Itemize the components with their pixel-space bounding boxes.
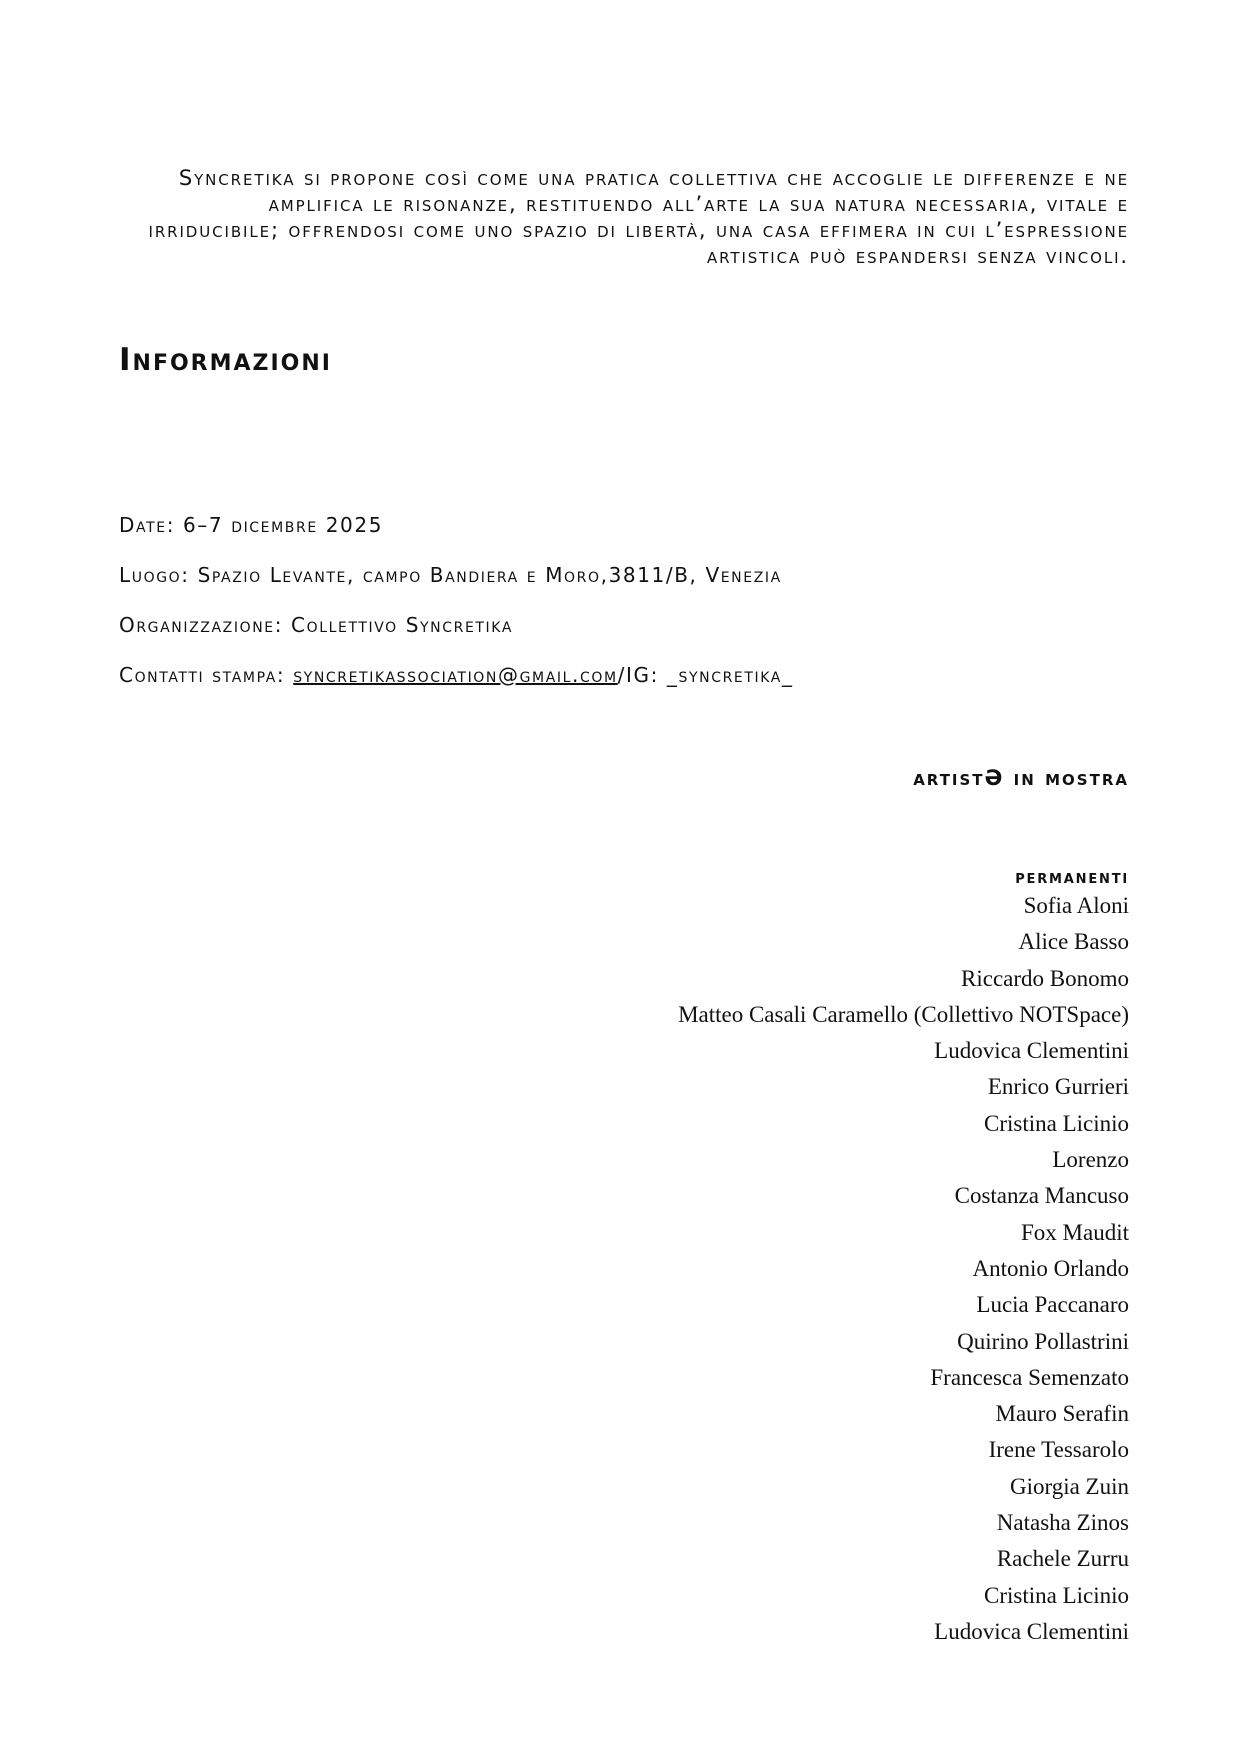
artist-name: Sofia Aloni bbox=[1023, 893, 1129, 918]
artist-name: Costanza Mancuso bbox=[954, 1183, 1129, 1209]
artist-name: Cristina Licinio bbox=[983, 1582, 1129, 1608]
artists-heading: artistƏ in mostra bbox=[913, 766, 1129, 790]
artist-name: Ludovica Clementini bbox=[934, 1618, 1129, 1644]
info-press-contacts bbox=[119, 663, 794, 687]
artist-name: Mauro Serafin bbox=[995, 1401, 1129, 1427]
info-location: Luogo: Spazio Levante, campo Bandiera e Moro,3811/B, Venezia bbox=[119, 563, 782, 587]
artist-name: Cristina Licinio bbox=[983, 1110, 1129, 1136]
intro-paragraph: Syncretika si propone così come una pratica collettiva che accoglie le differenze e ne amplifica le risonanze, restituendo all’arte la sua natura necessaria, vitale e irriducibile; offrendosi come uno spazio di libertà, una casa effimera in cui l’espressione artistica può espandersi senza vincoli. bbox=[148, 166, 1129, 268]
press-contacts-label: Contatti stampa: bbox=[119, 663, 294, 687]
artist-name: Lorenzo bbox=[1052, 1147, 1129, 1173]
permanent-artists-heading: permanenti bbox=[1015, 866, 1129, 888]
info-organization: Organizzazione: Collettivo Syncretika bbox=[119, 613, 513, 637]
artist-list bbox=[429, 888, 1129, 1650]
artist-name: Antonio Orlando bbox=[972, 1255, 1129, 1281]
artist-name: Quirino Pollastrini bbox=[957, 1328, 1129, 1354]
artist-name: Irene Tessarolo bbox=[988, 1437, 1129, 1463]
artist-name: Fox Maudit bbox=[1021, 1219, 1129, 1245]
artist-name: Enrico Gurrieri bbox=[987, 1074, 1129, 1100]
artist-name: Lucia Paccanaro bbox=[976, 1292, 1129, 1318]
artist-name: Natasha Zinos bbox=[996, 1510, 1129, 1536]
artist-name: Alice Basso bbox=[1018, 929, 1129, 955]
artist-name: Rachele Zurru bbox=[996, 1546, 1129, 1572]
artist-name: Francesca Semenzato bbox=[930, 1364, 1129, 1390]
press-email-link[interactable]: syncretikassociation@gmail.com bbox=[293, 663, 618, 687]
section-title: Informazioni bbox=[119, 342, 332, 378]
artist-name: Matteo Casali Caramello (Collettivo NOTSpace) bbox=[678, 1001, 1129, 1027]
press-instagram: /IG: _syncretika_ bbox=[617, 663, 794, 687]
artist-name: Riccardo Bonomo bbox=[961, 965, 1129, 991]
artist-name: Giorgia Zuin bbox=[1009, 1473, 1129, 1499]
info-date: Date: 6–7 dicembre 2025 bbox=[119, 513, 384, 537]
artist-name: Ludovica Clementini bbox=[934, 1038, 1129, 1064]
